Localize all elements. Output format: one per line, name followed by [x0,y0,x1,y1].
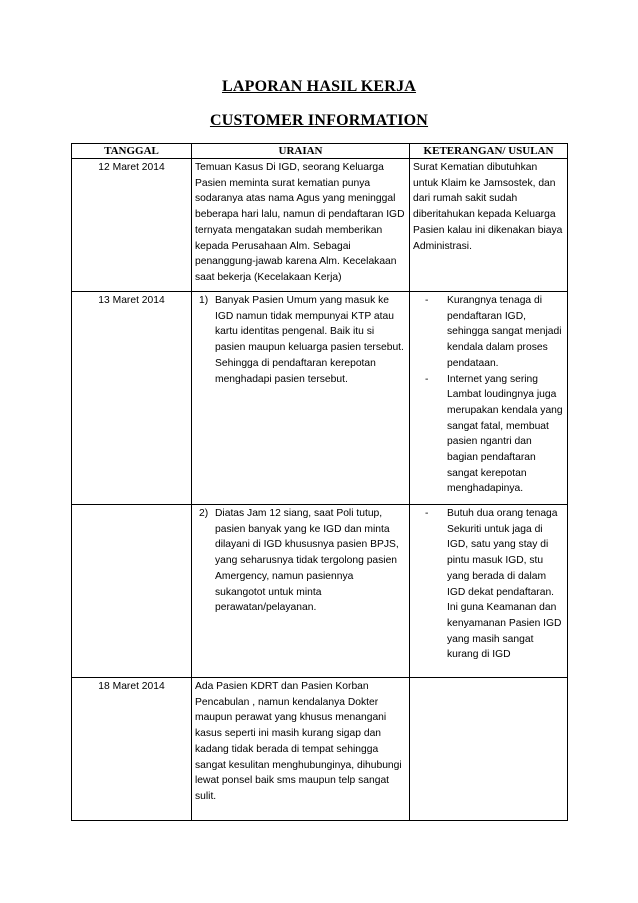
table-header-row [72,144,568,159]
numbered-item [195,293,406,387]
uraian-cell: Ada Pasien KDRT dan Pasien Korban Pencabulan , namun kendalanya Dokter maupun perawat yang khusus menangani kasus seperti ini masih kurang sigap dan kadang tidak berada di tempat sehingga sangat kesulitan menghubunginya, dihubungi lewat ponsel baik sms maupun telp sangat sulit. [192,678,410,821]
date-cell: 18 Maret 2014 [72,678,192,821]
bullet-text: Kurangnya tenaga di pendaftaran IGD, sehingga sangat menjadi kendala dalam proses pendataan. [447,295,562,369]
bullet-item [413,506,564,663]
numbered-item [195,506,406,616]
table-row [72,292,568,505]
report-title: LAPORAN HASIL KERJA [221,78,417,95]
item-number: 2) [199,508,209,519]
date-cell: 13 Maret 2014 [72,292,192,505]
bullet-text: Butuh dua orang tenaga Sekuriti untuk jaga di IGD, satu yang stay di pintu masuk IGD, stu yang berada di dalam IGD dekat pendaftaran. Ini guna Keamanan dan kenyamanan Pasien IGD yang masih sangat kurang di IGD [447,508,562,661]
item-text: Diatas Jam 12 siang, saat Poli tutup, pasien banyak yang ke IGD dan minta dilayani di IGD khususnya pasien BPJS, yang seharusnya tidak tergolong pasien Amergency, namun pasiennya sukangotot untuk minta perawatan/pelayanan. [215,508,399,614]
report-subtitle: CUSTOMER INFORMATION [209,112,429,129]
date-cell: 12 Maret 2014 [72,159,192,292]
table-row [72,678,568,821]
header-tanggal: TANGGAL [72,144,192,159]
header-keterangan: KETERANGAN/ USULAN [410,144,568,159]
keterangan-cell [410,678,568,821]
uraian-cell [192,292,410,505]
table-row [72,159,568,292]
item-text: Banyak Pasien Umum yang masuk ke IGD namun tidak mempunyai KTP atau kartu identitas pengenal. Baik itu si pasien maupun keluarga pasien tersebut. Sehingga di pendaftaran kerepotan menghadapi pasien tersebut. [215,295,404,385]
bullet-item [413,293,564,372]
keterangan-cell: Surat Kematian dibutuhkan untuk Klaim ke Jamsostek, dan dari rumah sakit sudah diberitahukan kepada Keluarga Pasien kalau ini dikenakan biaya Administrasi. [410,159,568,292]
report-table [71,143,568,821]
date-cell [72,505,192,678]
bullet-item [413,372,564,498]
table-row [72,505,568,678]
keterangan-cell [410,505,568,678]
item-number: 1) [199,295,209,306]
bullet-dash: - [425,508,429,519]
keterangan-cell [410,292,568,505]
bullet-text: Internet yang sering Lambat loudingnya juga merupakan kendala yang sangat fatal, membuat pasien ngantri dan bagian pendaftaran sangat kerepotan menghadapinya. [447,373,563,495]
bullet-dash: - [425,295,429,306]
bullet-dash: - [425,373,429,385]
uraian-cell [192,505,410,678]
uraian-cell: Temuan Kasus Di IGD, seorang Keluarga Pasien meminta surat kematian punya sodaranya atas nama Agus yang meninggal beberapa hari lalu, namun di pendaftaran IGD ternyata mengatakan sudah memberikan kepada Perusahaan Alm. Sebagai penanggung-jawab karena Alm. Kecelakaan saat bekerja (Kecelakaan Kerja) [192,159,410,292]
header-uraian: URAIAN [192,144,410,159]
